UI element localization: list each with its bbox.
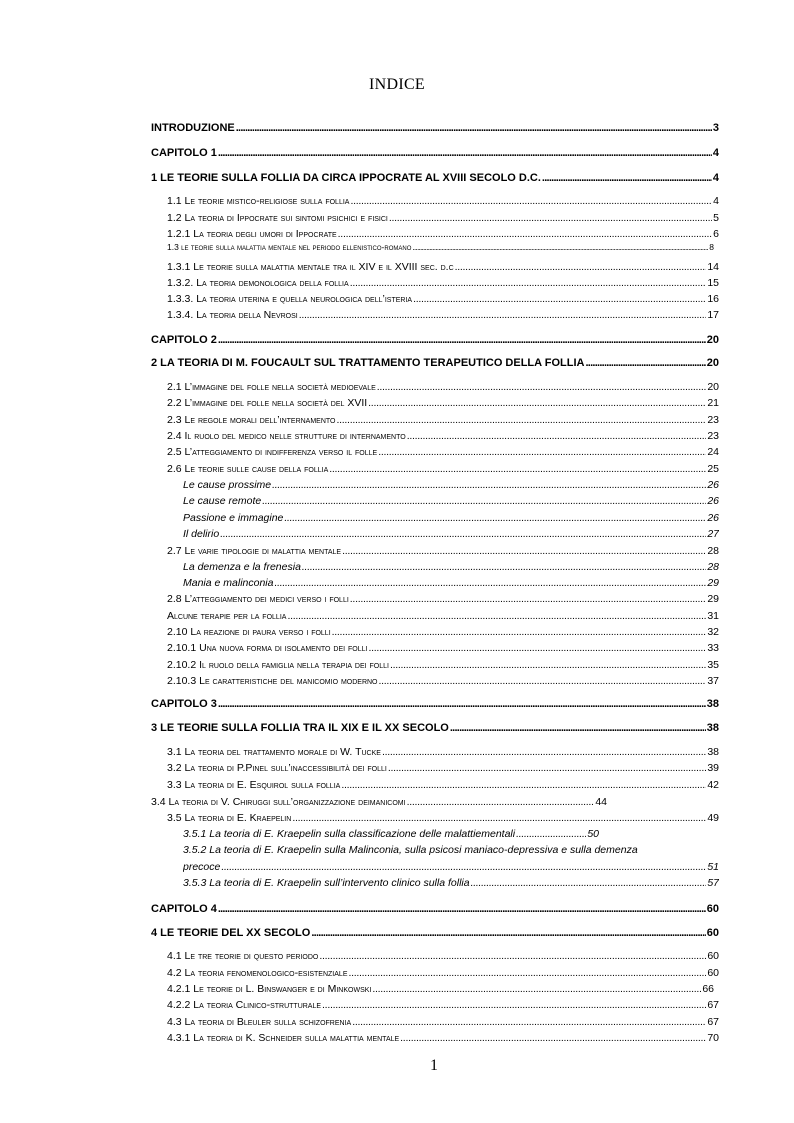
toc-entry-page: 26 xyxy=(707,479,719,491)
toc-dot-leader xyxy=(350,195,712,207)
toc-entry-title: 4.3.1 La teoria di K. Schneider sulla malattia mentale xyxy=(167,1032,400,1044)
toc-entry-page: 70 xyxy=(707,1032,719,1044)
toc-dot-leader xyxy=(332,626,707,638)
toc-dot-leader xyxy=(338,228,712,240)
toc-dot-leader xyxy=(284,512,706,524)
toc-dot-leader xyxy=(218,147,712,159)
toc-dot-leader xyxy=(388,762,707,774)
toc-entry-page: 31 xyxy=(707,610,719,622)
toc-entry-page: 29 xyxy=(707,577,719,589)
toc-entry xyxy=(183,844,719,856)
toc-entry xyxy=(167,593,719,605)
toc-entry-page: 60 xyxy=(706,927,719,939)
toc-entry-page: 67 xyxy=(707,1016,719,1028)
toc-dot-leader xyxy=(221,861,706,873)
toc-entry xyxy=(167,610,719,622)
toc-entry-page: 60 xyxy=(707,950,719,962)
toc-entry xyxy=(167,195,719,207)
toc-entry-page: 3 xyxy=(712,122,719,134)
toc-entry-title: 1.3 le teorie sulla malattia mentale nel periodo ellenistico-romano xyxy=(167,242,412,252)
toc-entry xyxy=(167,446,719,458)
page-number: 1 xyxy=(430,1057,438,1074)
toc-entry-title: 4.2 La teoria fenomenologico-esistenziale xyxy=(167,967,348,979)
toc-entry-page: 24 xyxy=(707,446,719,458)
toc-dot-leader xyxy=(329,463,706,475)
toc-dot-leader xyxy=(337,414,707,426)
page-title: INDICE xyxy=(368,76,425,93)
toc-dot-leader xyxy=(455,261,707,273)
toc-entry-title: 1.3.4. La teoria della Nevrosi xyxy=(167,309,298,321)
toc-entry xyxy=(183,479,719,491)
toc-entry-title: 3.3 La teoria di E. Esquirol sulla follia xyxy=(167,779,341,791)
toc-dot-leader xyxy=(319,950,706,962)
toc-entry-page: 35 xyxy=(707,659,719,671)
toc-entry-page: 4 xyxy=(713,195,719,207)
toc-dot-leader xyxy=(218,334,706,346)
toc-dot-leader xyxy=(220,528,706,540)
toc-entry-title: Il delirio xyxy=(183,528,220,540)
toc-entry-page: 32 xyxy=(707,626,719,638)
toc-entry xyxy=(167,1032,719,1044)
toc-entry-page: 4 xyxy=(712,172,719,184)
toc-entry-page: 60 xyxy=(706,903,719,915)
toc-dot-leader xyxy=(390,659,706,671)
toc-entry-title: 2.8 L’atteggiamento dei medici verso i folli xyxy=(167,593,349,605)
toc-entry xyxy=(167,983,714,995)
toc-entry xyxy=(183,512,719,524)
toc-entry-title: 4.3 La teoria di Bleuler sulla schizofrenia xyxy=(167,1016,352,1028)
toc-entry-page: 66 xyxy=(702,983,714,995)
toc-entry-page: 60 xyxy=(707,967,719,979)
toc-entry xyxy=(151,122,719,134)
toc-dot-leader xyxy=(471,877,707,889)
toc-entry-title: 1.2 La teoria di Ippocrate sui sintomi psichici e fisici xyxy=(167,212,388,224)
toc-entry-title: 1.1 Le teorie mistico-religiose sulla follia xyxy=(167,195,350,207)
toc-entry xyxy=(151,927,719,939)
toc-entry-title: 2.10.2 Il ruolo della famiglia nella terapia dei folli xyxy=(167,659,389,671)
toc-dot-leader xyxy=(378,446,706,458)
toc-entry-title: 3 LE TEORIE SULLA FOLLIA TRA IL XIX E IL XX SECOLO xyxy=(151,722,449,734)
toc-entry-title: CAPITOLO 3 xyxy=(151,698,217,710)
toc-entry xyxy=(151,147,719,159)
toc-dot-leader xyxy=(382,746,706,758)
toc-entry xyxy=(167,675,719,687)
toc-entry xyxy=(183,577,719,589)
toc-entry-page: 29 xyxy=(707,593,719,605)
toc-entry-title: La demenza e la frenesia xyxy=(183,561,301,573)
toc-dot-leader xyxy=(400,1032,706,1044)
toc-entry xyxy=(167,381,719,393)
toc-entry xyxy=(151,722,719,734)
toc-entry-title: Alcune terapie per la follia xyxy=(167,610,287,622)
toc-entry-page: 6 xyxy=(713,228,719,240)
toc-entry-page: 50 xyxy=(587,828,599,840)
toc-dot-leader xyxy=(287,610,706,622)
toc-entry-title: 1.2.1 La teoria degli umori di Ippocrate xyxy=(167,228,337,240)
toc-entry-page: 15 xyxy=(707,277,719,289)
toc-entry-title: 3.5.3 La teoria di E. Kraepelin sull’intervento clinico sulla follia xyxy=(183,877,470,889)
toc-entry-title: 2.7 Le varie tipologie di malattia mentale xyxy=(167,545,342,557)
toc-entry-page: 39 xyxy=(707,762,719,774)
toc-entry-title: 2 LA TEORIA DI M. FOUCAULT SUL TRATTAMENTO TERAPEUTICO DELLA FOLLIA xyxy=(151,357,585,369)
toc-dot-leader xyxy=(368,397,706,409)
toc-entry-page: 26 xyxy=(707,512,719,524)
toc-dot-leader xyxy=(413,293,706,305)
toc-entry-title: 2.5 L’atteggiamento di indifferenza verso il folle xyxy=(167,446,378,458)
toc-dot-leader xyxy=(352,1016,706,1028)
toc-entry xyxy=(183,877,719,889)
toc-entry-page: 51 xyxy=(707,861,719,873)
toc-dot-leader xyxy=(292,812,706,824)
toc-entry xyxy=(167,545,719,557)
toc-entry-page: 14 xyxy=(707,261,719,273)
toc-dot-leader xyxy=(349,967,707,979)
toc-dot-leader xyxy=(379,675,707,687)
toc-dot-leader xyxy=(412,242,708,252)
toc-entry xyxy=(167,293,719,305)
toc-entry xyxy=(167,812,719,824)
toc-dot-leader xyxy=(299,309,707,321)
toc-entry xyxy=(167,1016,719,1028)
toc-entry xyxy=(167,967,719,979)
toc-entry-page: 21 xyxy=(707,397,719,409)
toc-entry-title: 3.5 La teoria di E. Kraepelin xyxy=(167,812,292,824)
toc-entry-title: Passione e immagine xyxy=(183,512,284,524)
toc-entry-title: CAPITOLO 2 xyxy=(151,334,217,346)
toc-dot-leader xyxy=(542,172,712,184)
toc-dot-leader xyxy=(350,277,707,289)
toc-dot-leader xyxy=(272,479,706,491)
toc-entry-page: 38 xyxy=(707,746,719,758)
toc-entry-page: 23 xyxy=(707,414,719,426)
toc-entry xyxy=(167,430,719,442)
toc-entry xyxy=(151,698,719,710)
toc-entry xyxy=(183,561,719,573)
toc-entry-title: Mania e malinconia xyxy=(183,577,274,589)
toc-entry-title: 1.3.3. La teoria uterina e quella neurologica dell’isteria xyxy=(167,293,413,305)
toc-entry xyxy=(167,746,719,758)
toc-entry-page: 28 xyxy=(707,545,719,557)
toc-entry-page: 28 xyxy=(707,561,719,573)
toc-entry xyxy=(167,762,719,774)
toc-entry xyxy=(167,212,719,224)
toc-dot-leader xyxy=(236,122,712,134)
toc-entry-page: 33 xyxy=(707,642,719,654)
toc-entry-page: 4 xyxy=(712,147,719,159)
toc-entry xyxy=(151,172,719,184)
toc-dot-leader xyxy=(262,495,706,507)
toc-entry-page: 20 xyxy=(706,334,719,346)
toc-entry xyxy=(167,242,714,252)
toc-entry-title: 2.2 L’immagine del folle nella società del XVII xyxy=(167,397,368,409)
toc-entry-title: 2.1 L’immagine del folle nella società medioevale xyxy=(167,381,376,393)
toc-entry-page: 57 xyxy=(707,877,719,889)
toc-entry-title: INTRODUZIONE xyxy=(151,122,235,134)
toc-dot-leader xyxy=(218,698,706,710)
toc-entry-page: 23 xyxy=(707,430,719,442)
toc-entry xyxy=(167,309,719,321)
toc-entry-page: 25 xyxy=(707,463,719,475)
toc-entry xyxy=(167,414,719,426)
toc-entry xyxy=(167,228,719,240)
toc-dot-leader xyxy=(322,999,706,1011)
toc-entry-page: 27 xyxy=(707,528,719,540)
toc-entry-title: 4 LE TEORIE DEL XX SECOLO xyxy=(151,927,311,939)
toc-dot-leader xyxy=(302,561,706,573)
toc-entry-title: 1 LE TEORIE SULLA FOLLIA DA CIRCA IPPOCRATE AL XVIII SECOLO D.C. xyxy=(151,172,541,184)
toc-entry-page: 5 xyxy=(713,212,719,224)
toc-entry-page: 38 xyxy=(706,722,719,734)
toc-dot-leader xyxy=(516,828,586,840)
toc-entry xyxy=(167,626,719,638)
toc-entry xyxy=(167,261,719,273)
toc-entry-title: 4.2.2 La teoria Clinico-strutturale xyxy=(167,999,322,1011)
toc-entry-title: CAPITOLO 1 xyxy=(151,147,217,159)
toc-dot-leader xyxy=(389,212,712,224)
toc-entry-title: 3.5.2 La teoria di E. Kraepelin sulla Malinconia, sulla psicosi maniaco-depressiva e sulla demenza xyxy=(183,844,638,856)
toc-entry-title: 3.1 La teoria del trattamento morale di W. Tucke xyxy=(167,746,381,758)
toc-entry-title: 2.10 La reazione di paura verso i folli xyxy=(167,626,331,638)
toc-entry xyxy=(167,463,719,475)
toc-entry xyxy=(151,357,719,369)
toc-entry-page: 38 xyxy=(706,698,719,710)
toc-dot-leader xyxy=(450,722,706,734)
toc-dot-leader xyxy=(342,545,706,557)
toc-dot-leader xyxy=(274,577,706,589)
toc-entry xyxy=(183,528,719,540)
toc-entry-page: 26 xyxy=(707,495,719,507)
toc-entry xyxy=(183,861,719,873)
toc-entry xyxy=(167,397,719,409)
toc-entry xyxy=(167,277,719,289)
toc-entry xyxy=(151,334,719,346)
toc-entry xyxy=(167,659,719,671)
toc-entry xyxy=(167,950,719,962)
toc-entry-page: 42 xyxy=(707,779,719,791)
toc-entry xyxy=(151,903,719,915)
toc-entry-page: 8 xyxy=(709,242,714,252)
toc-entry-title: 3.4 La teoria di V. Chiruggi sull’organizzazione deimanicomi xyxy=(151,796,406,808)
toc-entry-title: 4.2.1 Le teorie di L. Binswanger e di Minkowski xyxy=(167,983,372,995)
toc-dot-leader xyxy=(218,903,706,915)
toc-dot-leader xyxy=(368,642,706,654)
toc-entry xyxy=(183,828,599,840)
toc-entry-title: 1.3.2. La teoria demonologica della follia xyxy=(167,277,349,289)
toc-dot-leader xyxy=(585,357,705,369)
toc-entry xyxy=(167,999,719,1011)
toc-dot-leader xyxy=(407,796,595,808)
toc-entry xyxy=(167,642,719,654)
toc-entry-title: 2.6 Le teorie sulle cause della follia xyxy=(167,463,329,475)
toc-entry-page: 17 xyxy=(707,309,719,321)
toc-entry-page: 20 xyxy=(707,381,719,393)
toc-entry-page: 67 xyxy=(707,999,719,1011)
toc-entry-title: Le cause remote xyxy=(183,495,262,507)
toc-entry-page: 49 xyxy=(707,812,719,824)
toc-entry-page: 20 xyxy=(706,357,719,369)
toc-entry-title: Le cause prossime xyxy=(183,479,272,491)
toc-entry-title: 2.10.3 Le caratteristiche del manicomio moderno xyxy=(167,675,378,687)
toc-entry xyxy=(183,495,719,507)
toc-entry xyxy=(167,779,719,791)
toc-entry-page: 16 xyxy=(707,293,719,305)
toc-dot-leader xyxy=(311,927,705,939)
toc-entry-title: CAPITOLO 4 xyxy=(151,903,217,915)
toc-entry-title: 3.2 La teoria di P.Pinel sull’inaccessibilità dei folli xyxy=(167,762,387,774)
toc-entry-title: 2.4 Il ruolo del medico nelle strutture di internamento xyxy=(167,430,406,442)
toc-entry-title: 1.3.1 Le teorie sulla malattia mentale tra il XIV e il XVIII sec. d.c xyxy=(167,261,454,273)
toc-entry-title: 2.3 Le regole morali dell’internamento xyxy=(167,414,336,426)
toc-dot-leader xyxy=(350,593,707,605)
toc-dot-leader xyxy=(407,430,707,442)
toc-entry-title: 2.10.1 Una nuova forma di isolamento dei folli xyxy=(167,642,368,654)
toc-entry-title: 4.1 Le tre teorie di questo periodo xyxy=(167,950,319,962)
toc-dot-leader xyxy=(377,381,707,393)
toc-entry-title: precoce xyxy=(183,861,221,873)
toc-dot-leader xyxy=(372,983,701,995)
toc-entry-page: 37 xyxy=(707,675,719,687)
toc-entry-title: 3.5.1 La teoria di E. Kraepelin sulla classificazione delle malattiementali xyxy=(183,828,516,840)
toc-dot-leader xyxy=(341,779,706,791)
toc-entry-page: 44 xyxy=(595,796,607,808)
toc-entry xyxy=(151,796,607,808)
